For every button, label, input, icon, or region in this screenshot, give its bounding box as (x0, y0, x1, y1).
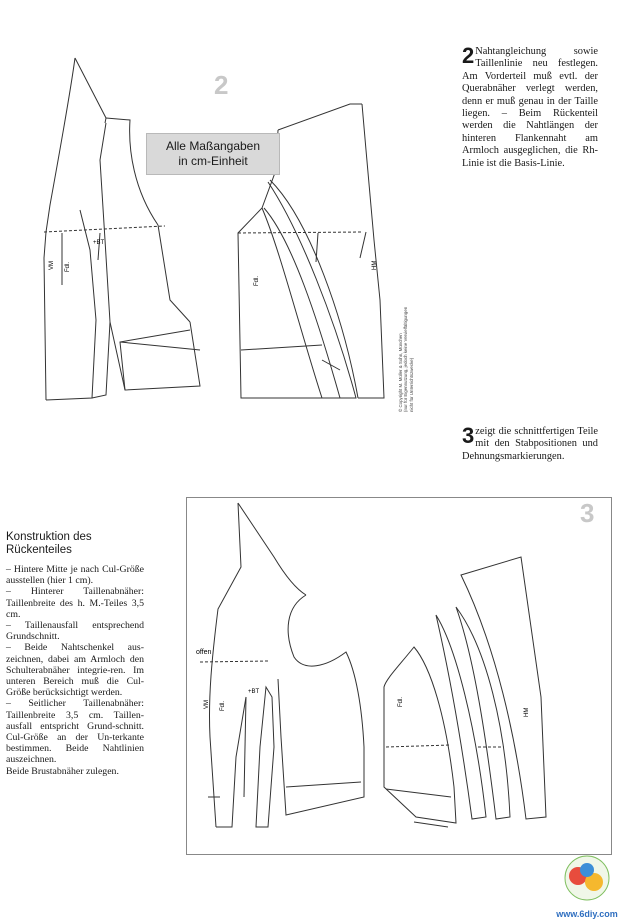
back-shoulder (278, 104, 362, 130)
fig2-vm-label: VM (49, 261, 55, 270)
construction-step: – Taillenausfall entsprechend Grundschnitt. (6, 620, 144, 643)
fig3-hm-label: HM (524, 707, 530, 717)
construction-steps (6, 564, 144, 777)
paragraph-2-number: 2 (462, 43, 475, 68)
copyright-notice (398, 252, 458, 412)
watermark-logo (556, 852, 618, 918)
construction-heading-line-1: Konstruktion des (6, 531, 92, 543)
paragraph-3 (462, 423, 598, 463)
figure-3-panel (186, 497, 612, 855)
paragraph-3-text: zeigt die schnittfertigen Teile mit den Stabpositionen und Dehnungsmarkierungen. (462, 426, 598, 462)
copyright-line-3: nicht für Unterrichtszwecke) (408, 357, 414, 412)
fig2-fdl-left-label: Fdl. (65, 261, 71, 272)
copyright-line-1: © Copyright M. Müller & Sohn, München (398, 333, 403, 412)
fig3-offen-label: offen (196, 649, 212, 656)
construction-heading-line-2: Rückenteiles (6, 544, 72, 556)
paragraph-2-text: Nahtangleichung sowie Taillenlinie neu festlegen. Am Vorderteil muß evtl. der Querabnäher verlegt werden, denn er muß genau in der Taille liegen. – Beim Rückenteil werden die Nahtlängen der hinteren Flankennaht am Armloch ausgeglichen, die Rh-Linie ist die Basis-Linie. (462, 46, 598, 169)
paragraph-3-number: 3 (462, 423, 475, 448)
note-line-1: Alle Maßangaben (165, 139, 261, 153)
figure-3-number: 3 (580, 498, 595, 528)
construction-step: – Hinterer Taillenabnäher: Taillenbreite des h. M.-Teiles 3,5 cm. (6, 586, 144, 620)
copyright-line-2: (nur für Eigennutzung, jedoch keine Vervielfältigungen (403, 306, 409, 412)
construction-step: Beide Brustabnäher zulegen. (6, 765, 119, 777)
paragraph-2 (462, 43, 598, 170)
construction-step: – Seitlicher Taillenabnäher: Taillenbreite 3,5 cm. Taillen-ausfall entspricht Grund-schnitt. Cul-Größe an der Un-terkante bestimmen. Beide Nahtlinien auszeichnen. (6, 698, 144, 766)
fig3-bt-label: +BT (248, 689, 260, 695)
construction-step: – Beide Nahtschenkel aus-zeichnen, dabei am Armloch den Schulterabnäher integrie-ren. Im unteren Bereich muß die Cul-Größe berücksichtigt werden. (6, 642, 144, 699)
fig2-bt-label: +BT (93, 240, 105, 246)
note-line-2: in cm-Einheit (178, 154, 248, 168)
measurement-note-box (146, 133, 280, 175)
fig3-vm-label: VM (204, 700, 210, 709)
front-center-line (44, 58, 75, 400)
fig3-fdl-right-label: Fdl. (398, 696, 404, 707)
construction-section (6, 531, 144, 777)
fig2-hm-label: HM (372, 260, 378, 270)
watermark-url: www.6diy.com (556, 909, 618, 919)
watermark-emblem-icon (556, 852, 618, 904)
figure-2-number: 2 (214, 70, 229, 100)
fig3-fdl-left-label: Fdl. (220, 700, 226, 711)
fig2-fdl-right-label: Fdl. (254, 275, 260, 286)
construction-step: – Hintere Mitte je nach Cul-Größe ausstellen (hier 1 cm). (6, 564, 144, 587)
